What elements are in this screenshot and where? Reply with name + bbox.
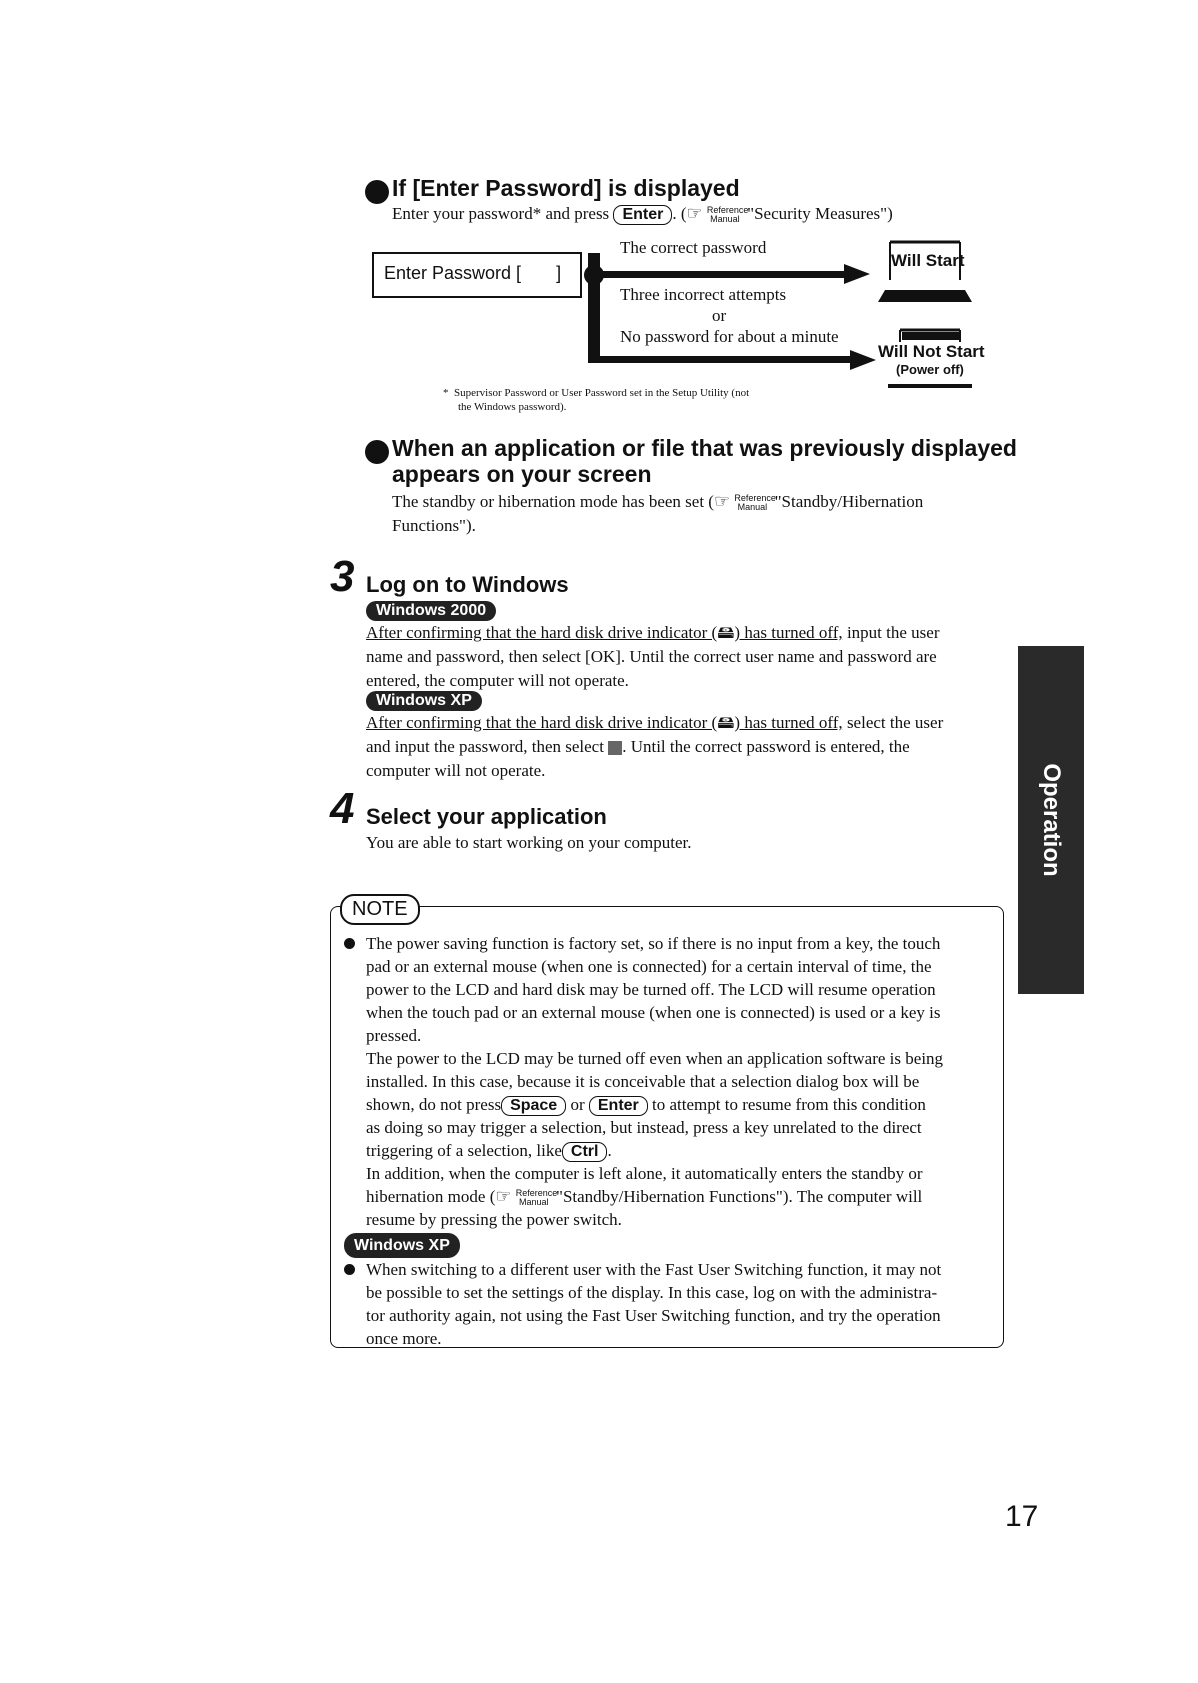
password-instruction: Enter your password* and press Enter . (☞ Reference Manual "Security Measures") bbox=[392, 203, 893, 225]
operation-side-tab bbox=[1018, 646, 1084, 994]
will-start-label: Will Start bbox=[891, 251, 965, 270]
step4-text: You are able to start working on your computer. bbox=[366, 833, 692, 852]
or-label: or bbox=[712, 306, 727, 325]
windows-xp-badge: Windows XP bbox=[344, 1233, 460, 1258]
step3-w2000-text: After confirming that the hard disk drive indicator (🖴) has turned off, input the user name and password, then select [OK]. Until the correct user name and password are entered, the computer will not operate. bbox=[366, 623, 940, 690]
enter-key: Enter bbox=[589, 1096, 648, 1116]
password-footnote: * Supervisor Password or User Password set in the Setup Utility (not the Windows password). bbox=[443, 387, 750, 413]
pointing-hand-icon: ☞ bbox=[495, 1186, 512, 1207]
hdd-indicator-icon: 🖴 bbox=[717, 623, 735, 643]
step3-xp-text: After confirming that the hard disk drive indicator (🖴) has turned off, select the user and input the password, then select . Until the correct password is entered, the computer will not operate. bbox=[366, 713, 944, 780]
enter-password-prompt: Enter Password [ ] bbox=[384, 263, 562, 283]
ctrl-key: Ctrl bbox=[562, 1142, 608, 1162]
correct-password-label: The correct password bbox=[620, 238, 767, 257]
pointing-hand-icon: ☞ bbox=[713, 491, 731, 512]
password-heading: If [Enter Password] is displayed bbox=[392, 175, 740, 201]
bullet-icon bbox=[365, 440, 389, 464]
side-tab-label: Operation bbox=[1038, 763, 1065, 877]
step4-title: Select your application bbox=[366, 804, 607, 829]
incorrect-attempts-label: Three incorrect attempts bbox=[620, 285, 787, 304]
logon-arrow-icon bbox=[608, 741, 622, 755]
pointing-hand-icon: ☞ bbox=[686, 203, 703, 224]
enter-key: Enter bbox=[613, 205, 672, 225]
note-label: NOTE bbox=[340, 894, 420, 925]
bullet-icon bbox=[365, 180, 389, 204]
hdd-indicator-icon: 🖴 bbox=[717, 713, 735, 733]
space-key: Space bbox=[501, 1096, 566, 1116]
will-not-start-label: Will Not Start bbox=[878, 342, 985, 361]
no-password-label: No password for about a minute bbox=[620, 327, 839, 346]
step-number: 4 bbox=[330, 784, 355, 833]
reference-manual-icon: Reference Manual bbox=[515, 1188, 558, 1208]
windows-2000-badge: Windows 2000 bbox=[366, 601, 496, 621]
reference-manual-icon: Reference Manual bbox=[734, 493, 776, 513]
power-off-label: (Power off) bbox=[896, 362, 964, 377]
previous-app-heading: When an application or file that was previously displayed appears on your screen bbox=[392, 435, 1017, 487]
windows-xp-badge: Windows XP bbox=[366, 691, 482, 711]
step-number: 3 bbox=[330, 552, 355, 601]
page-number: 17 bbox=[1005, 1500, 1039, 1533]
bullet-icon bbox=[344, 1264, 355, 1275]
reference-manual-icon: Reference Manual bbox=[706, 205, 749, 225]
laptop-closed-icon bbox=[900, 330, 960, 342]
previous-app-text: The standby or hibernation mode has been set (☞ Reference Manual "Standby/Hibernation Functions"). bbox=[392, 491, 924, 535]
step3-title: Log on to Windows bbox=[366, 572, 569, 597]
bullet-icon bbox=[344, 938, 355, 949]
note-content: The power saving function is factory set, so if there is no input from a key, the touch pad or an external mouse (when one is connected) for a certain interval of time, the power to the LCD and hard disk may be turned off. The LCD will resume operation when the touch pad or an external mouse (when one is connected) is used or a key is pressed. The power to the LCD may be turned off even when an application software is being installed. In this case, because it is conceivable that a selection dialog box will be shown, do not press Space or Enter to attempt to resume from this condition as doing so may trigger a selection, but instead, press a key unrelated to the direct triggering of a selection, like Ctrl . In addition, when the computer is left alone, it automatically enters the standby or hibernation mode (☞ Reference Manual "Standby/Hibernation Functions"). The computer will resume by pressing the power switch. Windows XP When switching to a different user with the Fast User Switching function, it may not be possible to set the settings of the display. In this case, log on with the administra- tor authority again, not using the Fast User Switching function, and try the operation once more. bbox=[344, 932, 994, 1350]
